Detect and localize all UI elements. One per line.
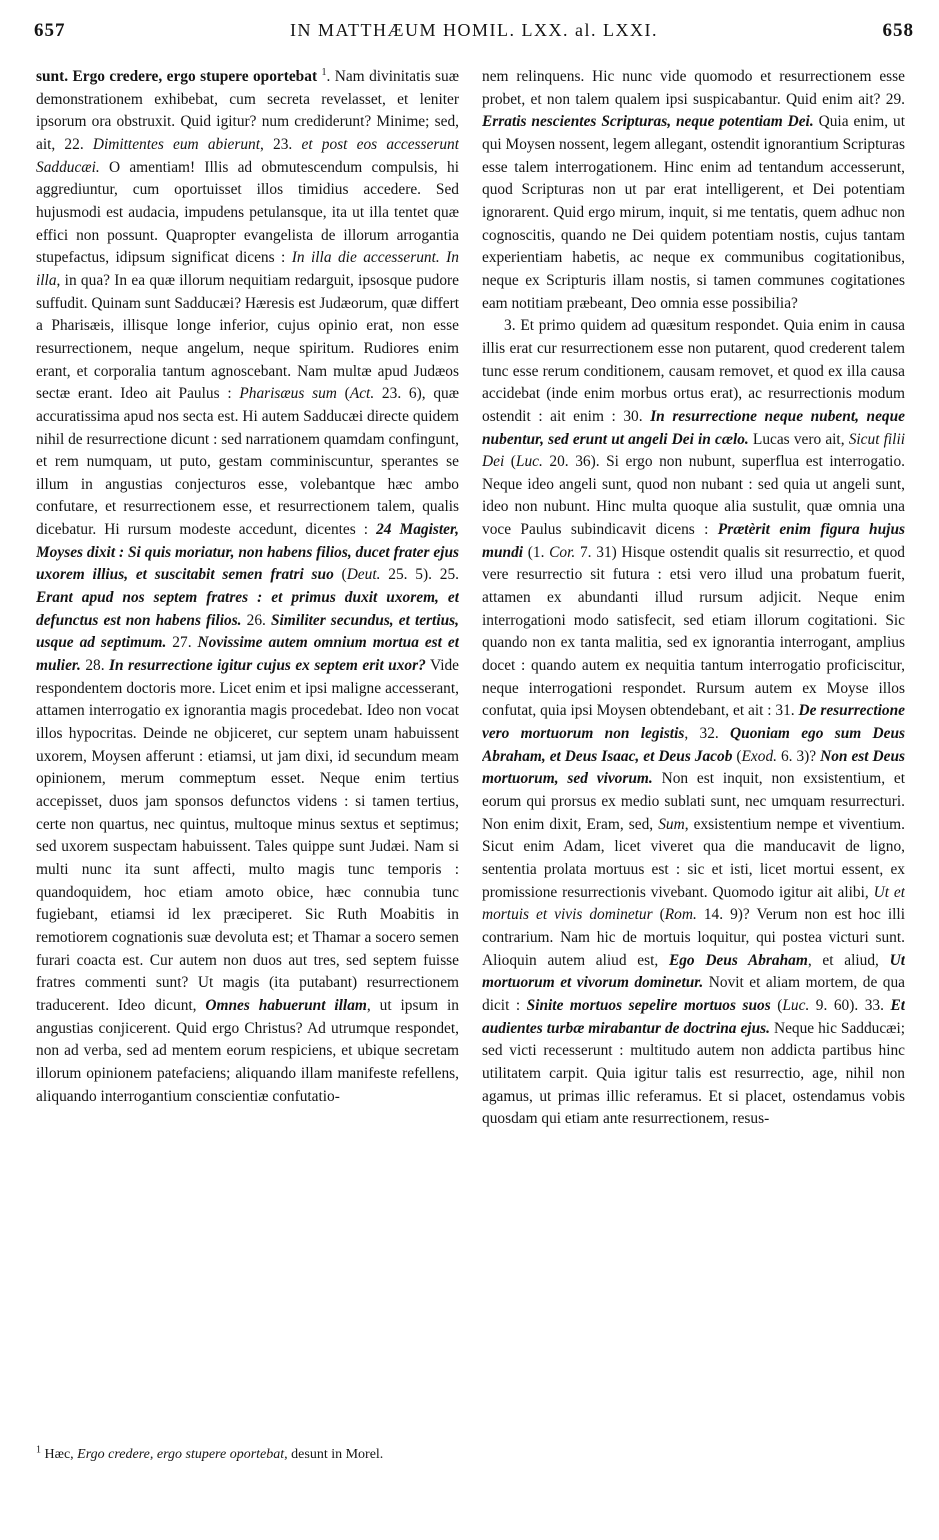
text-run: , desunt in Morel. bbox=[284, 1447, 384, 1462]
text-run: 6. 3)? bbox=[777, 747, 821, 765]
text-run: 26. bbox=[241, 611, 271, 629]
text-run: 14. 9)? Verum non est hoc illi contrarium. Nam hic de mortuis loquitur, qui postea victuri sunt. Alioquin autem aliud est, bbox=[482, 906, 905, 969]
text-run: Luc. bbox=[782, 996, 810, 1014]
text-run: Rom. bbox=[664, 906, 697, 924]
text-run: 23. 6), quæ accuratissima apud nos secta est. Hi autem Sadducæi directe quidem nihil de resurrectione dicunt : sed narrationem quamdam confingunt, et rem numquam, ut puto, gestam comminiscuntur, sperantes se illum in angustias conjecturos esse, volebantque hæc ambo confutare, et resurrectionem esse, et resurrectionem talem, qualis dicebatur. Hi rursum modeste accedunt, dicentes : bbox=[36, 385, 459, 539]
text-run: 9. 60). 33. bbox=[809, 996, 891, 1014]
text-run: Omnes habuerunt illam bbox=[205, 996, 367, 1014]
text-run: . Nam divinitatis suæ demonstrationem exhibebat, cum secreta revelasset, et leniter ipsorum ora obstruxit. Quid igitur? num crediderunt? Minime; sed, ait, 22. bbox=[36, 68, 459, 153]
left-column bbox=[36, 66, 459, 1421]
text-run: Luc. bbox=[515, 453, 543, 471]
text-run: 7. 31) Hisque ostendit qualis sit resurrectio, et quod vere resurrectio sit futura : etsi vero illud una probatum fuerit, attamen ex abundanti illud rursum adjicit. Neque enim interrogationi modo satisfecit, sed etiam illorum cogitationi. Sic quando non ex tanta malitia, sed ex ignorantia interrogant, amplius docet : quando autem ex nequitia tantum interrogatio proficiscitur, neque interrogationi respondet. Rursum autem ex Moyse illos confutat, quia ipsi Moysen obtendebant, et ait : 31. bbox=[482, 543, 905, 720]
text-run: Et audientes turbæ mirabantur de doctrina ejus. bbox=[482, 996, 905, 1037]
text-run: Prætèrit enim figura hujus mundi bbox=[482, 521, 905, 561]
text-run: , et aliud, bbox=[807, 951, 890, 969]
text-run: Similiter secundus, et tertius, usque ad septimum. bbox=[36, 611, 459, 652]
text-run: 1 bbox=[36, 1444, 41, 1456]
text-run: Novit et aliam mortem, de qua dicit : bbox=[482, 974, 905, 1014]
text-run: 25. 5). 25. bbox=[380, 566, 459, 584]
text-run: ( bbox=[770, 996, 783, 1014]
text-run: 3. Et primo quidem ad quæsitum respondet. Quia enim in causa illis erat cur resurrectionem esse non putarent, quod crederent talem tunc esse rerum conditionem, causam removet, et quod ex illa causa accidebat (inde enim morbus ortus erat), ac resurrectionis modum ostendit : ait enim : 30. bbox=[482, 317, 905, 425]
text-run: sunt. Ergo credere, ergo stupere oportebat bbox=[36, 68, 322, 85]
right-page-number: 658 bbox=[882, 20, 914, 41]
text-run: 1 bbox=[321, 66, 327, 78]
text-run: Erratis nescientes Scripturas, neque potentiam Dei. bbox=[482, 113, 814, 131]
text-run: Cor. bbox=[549, 543, 576, 561]
text-run: De resurrectione vero mortuorum non legistis bbox=[482, 702, 905, 743]
text-run: Ergo credere, ergo stupere oportebat bbox=[77, 1447, 285, 1462]
text-run: Neque hic Sadducæi; sed victi recesserunt : multitudo autem non addicta partibus hinc utilitatem carpit. Quia igitur talis est resurrectio, age, nihil non agamus, ut primas illic referamus. Et si placet, ostendamus vobis quosdam qui etiam ante resurrectionem, resus- bbox=[482, 1019, 905, 1128]
text-run: Sinite mortuos sepelire mortuos suos bbox=[526, 996, 771, 1014]
text-run: , ut ipsum in angustias conjicerent. Quid ergo Christus? Ad utrumque respondet, non ad verba, sed ad mentem eorum respiciens, et ubique secretam illorum opinionem patefaciens; aliquando illam manifeste refellens, aliquando interrogantium conscientiæ confutatio- bbox=[36, 996, 459, 1105]
text-run: Ut et mortuis et vivis dominetur bbox=[482, 883, 905, 924]
text-run: Pharisæus sum bbox=[239, 385, 337, 403]
text-run: Lucas vero ait, bbox=[748, 430, 849, 448]
text-run: 28. bbox=[80, 657, 110, 675]
text-run: nem relinquens. Hic nunc vide quomodo et resurrectionem esse probet, et non talem qualem ipsi suspicabantur. Quid enim ait? 29. bbox=[482, 68, 905, 108]
text-run: Ut mortuorum et vivorum dominetur. bbox=[482, 951, 905, 992]
right-paragraph-2 bbox=[482, 315, 905, 1131]
text-run: In resurrectione igitur cujus ex septem erit uxor? bbox=[109, 657, 426, 675]
text-run: Quoniam ego sum Deus Abraham, et Deus Isaac, et Deus Jacob bbox=[482, 725, 905, 765]
text-run: , 32. bbox=[684, 725, 731, 743]
text-run: Exod. bbox=[741, 747, 777, 765]
text-run: ( bbox=[336, 385, 350, 403]
text-run: 27. bbox=[166, 634, 198, 652]
text-run: Sum bbox=[658, 815, 685, 833]
text-run: Quia enim, ut qui Moysen nossent, legem allegant, ostendit ignorantium Scripturas esse talem interrogationem. Hinc enim ad tentandum accesserunt, quod Scripturas non ut par erat intelligerent, et Dei potentiam ignorarent. Quid ergo mirum, inquit, si me tentatis, quem adhuc non cognoscitis, quando ne Dei quidem potentiam nostis, cujus tantam experientiam habetis, ac neque ex communibus cogitationibus, neque ex Scripturis illam nostis, si tamen communes cogitationes eam notitiam præbeant, Deo omnia esse possibilia? bbox=[482, 113, 905, 312]
text-run: Non est Deus mortuorum, sed vivorum. bbox=[482, 747, 905, 788]
text-run: Non est inquit, non exsistentium, et eorum qui prorsus ex medio sublati sunt, nec umquam resurrecturi. Non enim dixit, Eram, sed, bbox=[482, 770, 905, 833]
right-paragraph-1 bbox=[482, 66, 905, 315]
text-run: , exsistentium nempe et viventium. Sicut enim Adam, licet viveret qua die manducavit de ligno, sententia prolata mortuus est : sic et isti, licet mortui essent, ex promissione resurrectionis vivebant. Quomodo igitur ait alibi, bbox=[482, 815, 905, 901]
text-run: et post eos accesserunt Sadducæi. bbox=[36, 135, 459, 176]
text-run: , in qua? In ea quæ illorum nequitiam redarguit, ipsosque pudore suffudit. Quinam sunt Sadducæi? Hæresis est Judæorum, quæ differt a Pharisæis, illisque longe inferior, cujus opinio erat, non esse resurrectionem, neque angelum, neque spiritum. Rudiores enim erant, et corporalia tantum agnoscebant. Nam multæ apud Judæos sectæ erant. Ideo ait Paulus : bbox=[36, 271, 459, 403]
text-run: Erant apud nos septem fratres : et primus duxit uxorem, et defunctus est non habens filios. bbox=[36, 589, 459, 629]
text-run: In illa die accesserunt. In illa bbox=[36, 249, 459, 289]
text-run: 24 Magister, Moyses dixit : Si quis moriatur, non habens filios, ducet frater ejus uxorem illius, et suscitabit semen fratri suo bbox=[36, 521, 459, 584]
text-run: Ego Deus Abraham bbox=[668, 951, 808, 969]
text-run: Act. bbox=[349, 385, 375, 403]
text-run: Hæc, bbox=[41, 1447, 78, 1462]
text-run: O amentiam! Illis ad obmutescendum compulsis, hi aggrediuntur, cum oportuisset illos timidius accedere. Sed hujusmodi est audacia, impudens petulansque, ita ut illa tentet quæ effici non possunt. Quapropter evangelista de illorum arrogantia stupefactus, idipsum significat dicens : bbox=[36, 158, 459, 267]
text-run: 20. 36). Si ergo non nubunt, superflua est interrogatio. Neque ideo angeli sunt, quod non nubant : sed quia ut angeli sunt, ideo non nubunt. Hinc multa quoque alia sustulit, quæ omnia una voce Paulus subindicavit dicens : bbox=[482, 453, 905, 539]
text-run: Novissime autem omnium mortua est et mulier. bbox=[36, 634, 459, 675]
text-run: ( bbox=[652, 906, 665, 924]
right-column bbox=[482, 66, 905, 1536]
text-run: In resurrectione neque nubent, neque nubentur, sed erunt ut angeli Dei in cælo. bbox=[482, 407, 905, 448]
running-title: IN MATTHÆUM HOMIL. LXX. al. LXXI. bbox=[290, 20, 658, 40]
text-run: Dimittentes eum abierunt bbox=[92, 135, 260, 153]
footnote bbox=[36, 1446, 459, 1464]
left-page-number: 657 bbox=[34, 20, 66, 41]
text-run: (1. bbox=[523, 543, 550, 561]
left-paragraph-1 bbox=[36, 66, 459, 1108]
text-run: , 23. bbox=[260, 135, 302, 153]
text-run: ( bbox=[333, 566, 347, 584]
text-run: Vide respondentem doctoris more. Licet enim et ipsi maligne accesserant, attamen interrogatio ex ignorantia magis procedebat. Ideo non vocat illos hypocritas. Deinde ne objiceret, cur septem unam habuissent uxorem, Moysen afferunt : etiamsi, ut jam dixi, id secundum meam opinionem, merum commeptum esset. Neque enim tertius accepisset, duos jam sponsos defunctos videns : si tamen tertius, certe non quartus, nec quintus, multoque minus sextus et septimus; sed uxorem suspectam habuissent. Tales quippe sunt Judæi. Nam si multi nunc ita sunt affecti, multo magis tunc temporis : quandoquidem, hoc etiam amoto obice, hæc connubia tunc fugiebant, etiamsi id lex præciperet. Sic Ruth Moabitis in remotiorem cognationis suæ devoluta est; et Thamar a socero semen furari coacta est. Cur autem non duos aut tres, sed septem fuisse fratres commenti sunt? Ut magis (ita putabant) resurrectionem traducerent. Ideo dicunt, bbox=[36, 657, 459, 1014]
text-run: Deut. bbox=[346, 566, 381, 584]
text-run: ( bbox=[504, 453, 516, 471]
text-run: Sicut filii Dei bbox=[482, 430, 905, 471]
text-run: ( bbox=[732, 747, 742, 765]
running-header bbox=[34, 20, 914, 50]
